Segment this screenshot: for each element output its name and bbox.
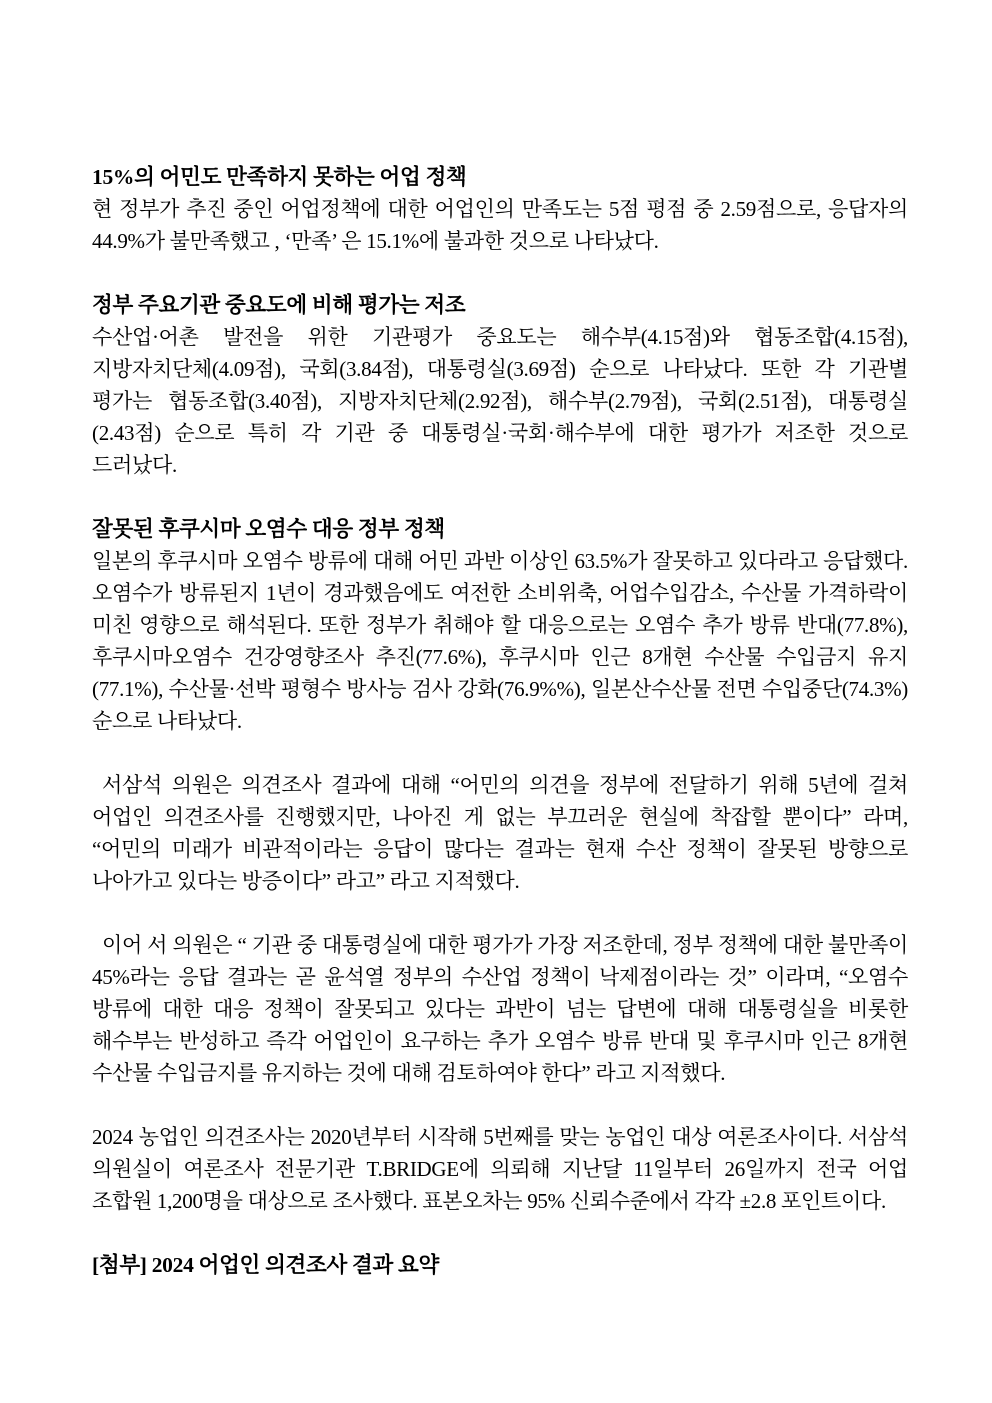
heading-policy-satisfaction: 15%의 어민도 만족하지 못하는 어업 정책 [92, 165, 467, 189]
heading-attachment-note: [첨부] 2024 어업인 의견조사 결과 요약 [92, 1253, 439, 1277]
heading-fukushima-policy: 잘못된 후쿠시마 오염수 대응 정부 정책 [92, 517, 445, 541]
section-fukushima-policy [92, 513, 908, 737]
section-agency-evaluation [92, 289, 908, 481]
paragraph-seo-samseok-quote-2: 이어 서 의원은 “ 기관 중 대통령실에 대한 평가가 가장 저조한데, 정부 정책에 대한 불만족이 45%라는 응답 결과는 곧 윤석열 정부의 수산업 정책이 낙제점이라는 것” 이라며, “오염수 방류에 대한 대응 정책이 잘못되고 있다는 과반이 넘는 답변에 대해 대통령실을 비롯한 해수부는 반성하고 즉각 어업인이 요구하는 추가 오염수 방류 반대 및 후쿠시마 인근 8개현 수산물 수입금지를 유지하는 것에 대해 검토하여야 한다” 라고 지적했다. [92, 933, 908, 1085]
paragraph-survey-methodology: 2024 농업인 의견조사는 2020년부터 시작해 5번째를 맞는 농업인 대상 여론조사이다. 서삼석 의원실이 여론조사 전문기관 T.BRIDGE에 의뢰해 지난달 11일부터 26일까지 전국 어업 조합원 1,200명을 대상으로 조사했다. 표본오차는 95% 신뢰수준에서 각각 ±2.8 포인트이다. [92, 1125, 908, 1213]
section-policy-satisfaction [92, 161, 908, 257]
paragraph-seo-samseok-quote-1: 서삼석 의원은 의견조사 결과에 대해 “어민의 의견을 정부에 전달하기 위해 5년에 걸쳐 어업인 의견조사를 진행했지만, 나아진 게 없는 부끄러운 현실에 착잡할 뿐이다” 라며, “어민의 미래가 비관적이라는 응답이 많다는 결과는 현재 수산 정책이 잘못된 방향으로 나아가고 있다는 방증이다” 라고” 라고 지적했다. [92, 773, 908, 893]
section-seo-samseok-quote-1 [92, 769, 908, 897]
section-survey-methodology [92, 1121, 908, 1217]
paragraph-fukushima-policy: 일본의 후쿠시마 오염수 방류에 대해 어민 과반 이상인 63.5%가 잘못하고 있다라고 응답했다. 오염수가 방류된지 1년이 경과했음에도 여전한 소비위축, 어업수입감소, 수산물 가격하락이 미친 영향으로 해석된다. 또한 정부가 취해야 할 대응으로는 오염수 추가 방류 반대(77.8%), 후쿠시마오염수 건강영향조사 추진(77.6%), 후쿠시마 인근 8개현 수산물 수입금지 유지(77.1%), 수산물·선박 평형수 방사능 검사 강화(76.9%%), 일본산수산물 전면 수입중단(74.3%) 순으로 나타났다. [92, 549, 908, 733]
heading-agency-evaluation: 정부 주요기관 중요도에 비해 평가는 저조 [92, 293, 466, 317]
section-seo-samseok-quote-2 [92, 929, 908, 1089]
paragraph-policy-satisfaction: 현 정부가 추진 중인 어업정책에 대한 어업인의 만족도는 5점 평점 중 2.59점으로, 응답자의 44.9%가 불만족했고 , ‘만족’ 은 15.1%에 불과한 것으로 나타났다. [92, 197, 908, 253]
paragraph-agency-evaluation: 수산업·어촌 발전을 위한 기관평가 중요도는 해수부(4.15점)와 협동조합(4.15점), 지방자치단체(4.09점), 국회(3.84점), 대통령실(3.69점) 순으로 나타났다. 또한 각 기관별 평가는 협동조합(3.40점), 지방자치단체(2.92점), 해수부(2.79점), 국회(2.51점), 대통령실(2.43점) 순으로 특히 각 기관 중 대통령실·국회·해수부에 대한 평가가 저조한 것으로 드러났다. [92, 325, 908, 477]
section-attachment-note [92, 1249, 908, 1281]
